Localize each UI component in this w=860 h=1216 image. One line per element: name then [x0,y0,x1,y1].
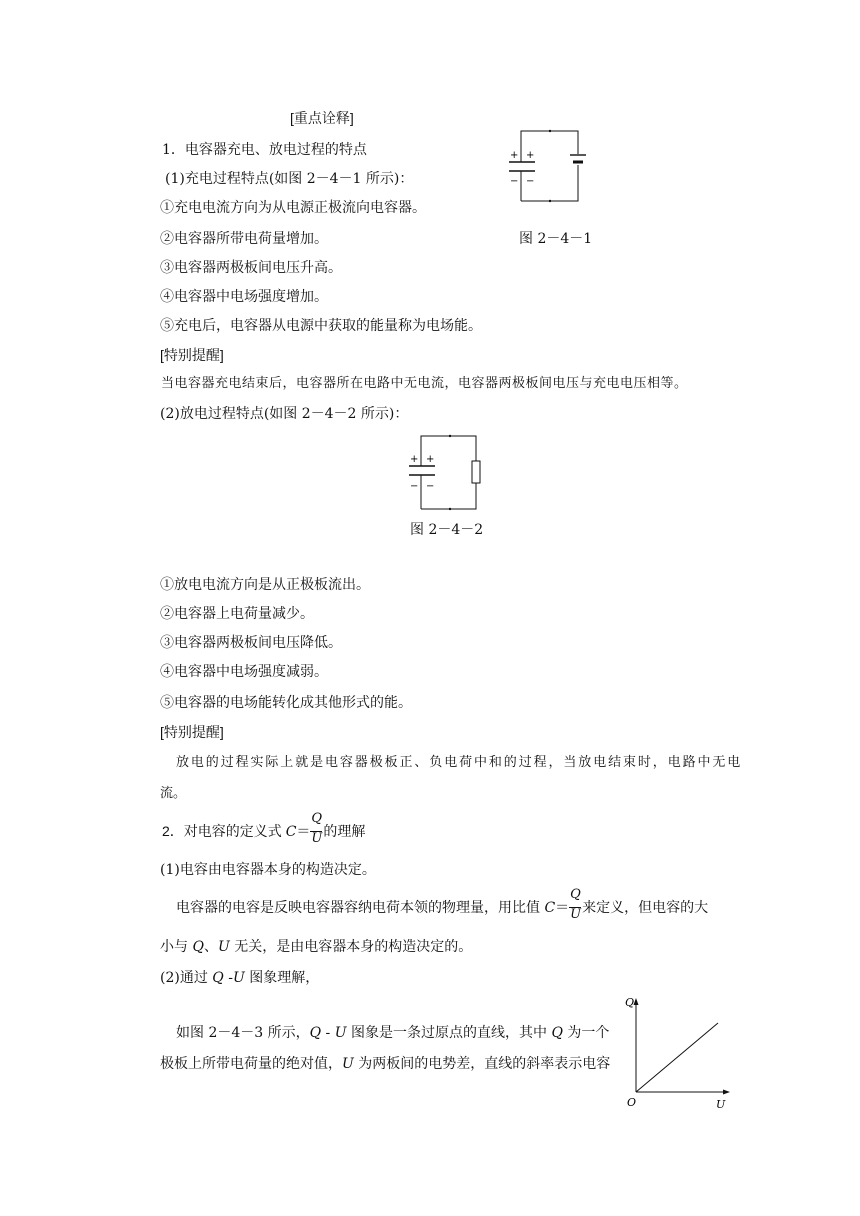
x-axis-label: U [716,1098,726,1111]
discharge-item-3: ③电容器两极板间电压降低。 [160,635,342,651]
charge-item-5: ⑤充电后，电容器从电源中获取的能量称为电场能。 [160,318,482,334]
y-axis-label: Q [625,996,635,1009]
charge-title: (1)充电过程特点(如图 2－4－1 所示)： [165,171,414,187]
circuit-node [449,508,451,510]
symbol-q: Q [551,1025,563,1041]
plus-sign: + [426,454,435,465]
paragraph-5 [176,1024,609,1042]
plus-sign: + [410,454,419,465]
x-axis-arrow-icon [723,1090,730,1095]
fraction-denominator: U [570,907,582,922]
fraction-q-over-u [569,887,582,922]
paragraph-6 [160,1055,610,1073]
discharge-item-4: ④电容器中电场强度减弱。 [160,664,328,680]
symbol-c: C [285,824,297,840]
y-axis-arrow-icon [634,998,639,1005]
circuit-node [449,435,451,437]
paragraph-text: 图象理解， [244,970,320,986]
paragraph-3 [160,938,472,956]
note-2-title: [特别提醒] [160,724,224,740]
symbol-u: U [342,1056,354,1072]
plus-sign: + [526,150,535,161]
paragraph-text: (2)通过 [160,970,213,986]
paragraph-text: 图象是一条过原点的直线，其中 [346,1025,552,1041]
symbol-c: C [544,900,556,916]
section-title: [重点诠释] [290,110,354,126]
charge-item-3: ③电容器两极板间电压升高。 [160,260,342,276]
figure-1-caption: 图 2－4－1 [519,231,593,247]
symbol-q: Q [309,1025,322,1041]
circuit-node [549,130,551,132]
paragraph-text: 来定义，但电容的大 [582,900,709,916]
paragraph-4 [160,969,319,987]
charging-circuit-diagram [500,122,600,210]
figure-2-caption: 图 2－4－2 [410,522,484,538]
symbol-q: Q [212,970,224,986]
symbol-q: Q [192,939,204,955]
proportional-line [636,1023,718,1092]
origin-label: O [627,1096,637,1109]
paragraph-text: 电容器的电容是反映电容器容纳电荷本领的物理量，用比值 [176,900,545,916]
equals-sign: ＝ [555,900,570,916]
symbol-u: U [334,1025,347,1041]
section-2-heading [162,811,366,847]
note-2-line-2: 流。 [160,786,187,801]
heading-text: 2．对电容的定义式 [162,823,286,839]
paragraph-text: 为两板间的电势差，直线的斜率表示电容 [353,1056,611,1072]
minus-sign: − [510,176,519,187]
plus-sign: + [510,150,519,161]
symbol-u: U [232,970,245,986]
paragraph-1: (1)电容由电容器本身的构造决定。 [160,862,376,878]
paragraph-text: 如图 2－4－3 所示， [176,1025,310,1041]
resistor-icon [472,461,480,483]
minus-sign: − [526,176,535,187]
minus-sign: − [410,481,419,492]
circuit-node [549,200,551,202]
fraction-numerator: Q [311,811,323,827]
section-1-heading: 1．电容器充电、放电过程的特点 [162,142,367,158]
paragraph-text: - [321,1025,335,1041]
discharge-item-2: ②电容器上电荷量减少。 [160,606,314,622]
symbol-u: U [217,939,230,955]
paragraph-text: 无关，是由电容器本身的构造决定的。 [229,939,473,955]
note-1-title: [特别提醒] [160,347,224,363]
paragraph-text: - [223,970,233,986]
discharging-circuit-diagram [400,428,490,516]
q-u-graph [618,992,738,1112]
note-2-line-1: 放电的过程实际上就是电容器极板正、负电荷中和的过程，当放电结束时，电路中无电 [176,755,743,770]
discharge-item-5: ⑤电容器的电场能转化成其他形式的能。 [160,695,412,711]
fraction-q-over-u [310,811,323,847]
charge-item-4: ④电容器中电场强度增加。 [160,289,328,305]
paragraph-2 [176,887,709,922]
paragraph-text: 极板上所带电荷量的绝对值， [160,1056,342,1072]
charge-item-2: ②电容器所带电荷量增加。 [160,231,328,247]
equals-sign: ＝ [296,823,311,839]
heading-text: 的理解 [323,823,366,839]
paragraph-text: 小与 [160,939,193,955]
fraction-numerator: Q [570,887,581,902]
fraction-denominator: U [311,831,323,847]
minus-sign: − [426,481,435,492]
discharge-title: (2)放电过程特点(如图 2－4－2 所示)： [160,406,409,422]
charge-item-1: ①充电电流方向为从电源正极流向电容器。 [160,200,426,216]
note-1-text: 当电容器充电结束后，电容器所在电路中无电流，电容器两极板间电压与充电电压相等。 [161,376,688,391]
discharge-item-1: ①放电电流方向是从正极板流出。 [160,577,370,593]
paragraph-text: 为一个 [562,1025,610,1041]
paragraph-text: 、 [203,939,218,955]
